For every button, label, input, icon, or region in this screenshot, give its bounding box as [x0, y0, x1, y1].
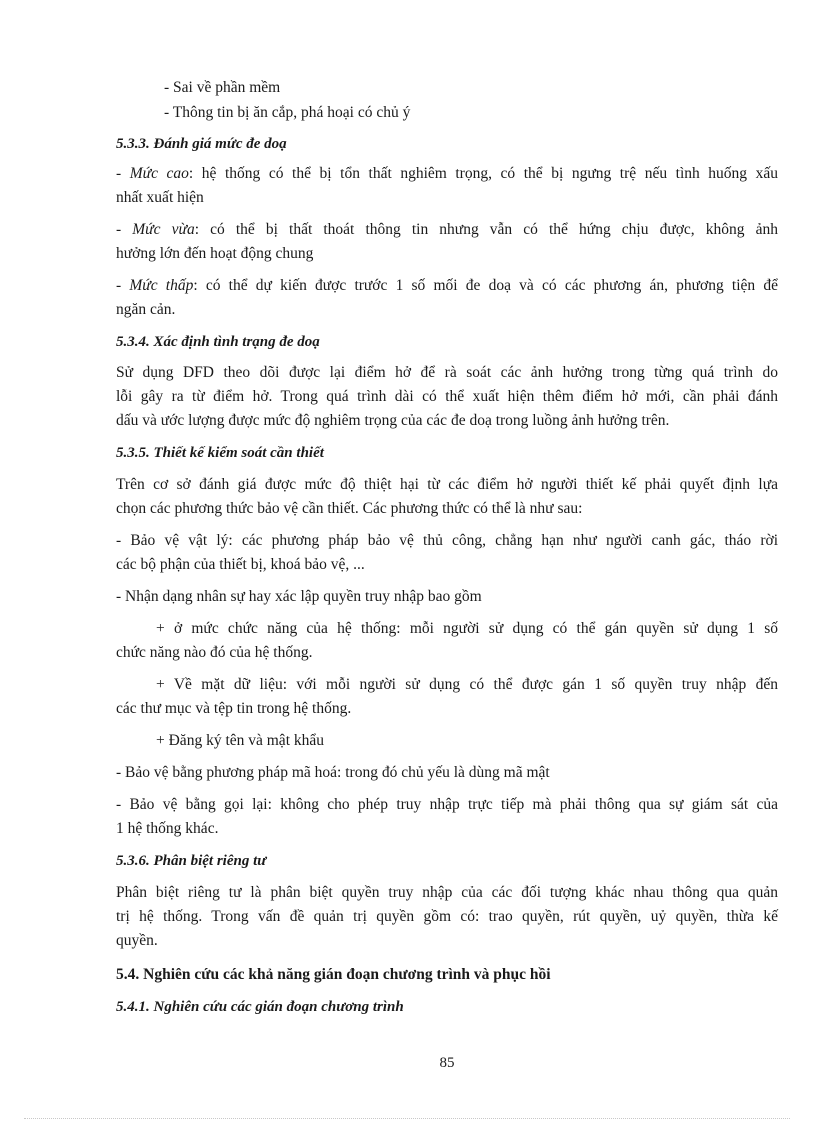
paragraph-line: trị hệ thống. Trong vấn đề quản trị quyền gồm có: trao quyền, rút quyền, uỷ quyền, thừa kế	[116, 908, 778, 925]
paragraph-line: - Mức vừa: có thể bị thất thoát thông tin nhưng vẫn có thể hứng chịu được, không ảnh	[116, 221, 778, 238]
paragraph-line: - Bảo vệ bằng phương pháp mã hoá: trong đó chủ yếu là dùng mã mật	[116, 764, 550, 781]
paragraph-line: chọn các phương thức bảo vệ cần thiết. Các phương thức có thể là như sau:	[116, 500, 583, 517]
list-item: - Sai về phần mềm	[164, 79, 281, 96]
term-muc-thap: Mức thấp	[129, 277, 194, 294]
paragraph-line: các bộ phận của thiết bị, khoá bảo vệ, ...	[116, 556, 365, 573]
paragraph-line: Sử dụng DFD theo dõi được lại điểm hở để rà soát các ảnh hưởng trong từng quá trình do	[116, 364, 778, 381]
section-heading-5-4: 5.4. Nghiên cứu các khả năng gián đoạn chương trình và phục hồi	[116, 966, 551, 983]
section-heading-5-3-4: 5.3.4. Xác định tình trạng đe doạ	[116, 334, 320, 350]
paragraph-line: quyền.	[116, 932, 158, 949]
paragraph-line: chức năng nào đó của hệ thống.	[116, 644, 313, 661]
section-heading-5-3-5: 5.3.5. Thiết kế kiểm soát cần thiết	[116, 445, 324, 461]
page-number: 85	[439, 1055, 455, 1071]
paragraph-line: Trên cơ sở đánh giá được mức độ thiệt hại từ các điểm hở người thiết kế phải quyết định lựa	[116, 476, 778, 493]
paragraph-line: các thư mục và tệp tin trong hệ thống.	[116, 700, 352, 717]
paragraph-line: - Bảo vệ bằng gọi lại: không cho phép truy nhập trực tiếp mà phải thông qua sự giám sát của	[116, 796, 778, 813]
paragraph-line: dấu và ước lượng được mức độ nghiêm trọng của các đe doạ trong luồng ảnh hưởng trên.	[116, 412, 670, 429]
paragraph-line: nhất xuất hiện	[116, 189, 204, 206]
section-heading-5-3-6: 5.3.6. Phân biệt riêng tư	[116, 853, 267, 869]
term-muc-vua: Mức vừa	[132, 221, 195, 238]
paragraph-line: hưởng lớn đến hoạt động chung	[116, 245, 314, 262]
paragraph-line: - Bảo vệ vật lý: các phương pháp bảo vệ thủ công, chẳng hạn như người canh gác, tháo rời	[116, 532, 778, 549]
section-heading-5-4-1: 5.4.1. Nghiên cứu các gián đoạn chương trình	[116, 999, 404, 1015]
paragraph-line: - Mức cao: hệ thống có thể bị tổn thất nghiêm trọng, có thể bị ngưng trệ nếu tình huống xấu	[116, 165, 778, 182]
paragraph-line: - Nhận dạng nhân sự hay xác lập quyền truy nhập bao gồm	[116, 588, 482, 605]
paragraph-line: + Đăng ký tên và mật khẩu	[156, 732, 325, 749]
paragraph-line: lỗi gây ra từ điểm hở. Trong quá trình dài có thể xuất hiện thêm điểm hở mới, cần phải đánh	[116, 388, 778, 405]
paragraph-line: - Mức thấp: có thể dự kiến được trước 1 số mối đe doạ và có các phương án, phương tiện để	[116, 277, 778, 294]
paragraph-line: + ở mức chức năng của hệ thống: mỗi người sử dụng có thể gán quyền sử dụng 1 số	[156, 620, 778, 637]
term-muc-cao: Mức cao	[129, 165, 189, 182]
section-heading-5-3-3: 5.3.3. Đánh giá mức đe doạ	[116, 136, 287, 152]
paragraph-line: ngăn cản.	[116, 301, 176, 318]
paragraph-line: Phân biệt riêng tư là phân biệt quyền truy nhập của các đối tượng khác nhau thông qua quản	[116, 884, 778, 901]
paragraph-line: 1 hệ thống khác.	[116, 820, 219, 837]
list-item: - Thông tin bị ăn cắp, phá hoại có chủ ý	[164, 104, 411, 121]
page-bottom-divider	[24, 1118, 790, 1119]
paragraph-line: + Về mặt dữ liệu: với mỗi người sử dụng có thể được gán 1 số quyền truy nhập đến	[156, 676, 778, 693]
